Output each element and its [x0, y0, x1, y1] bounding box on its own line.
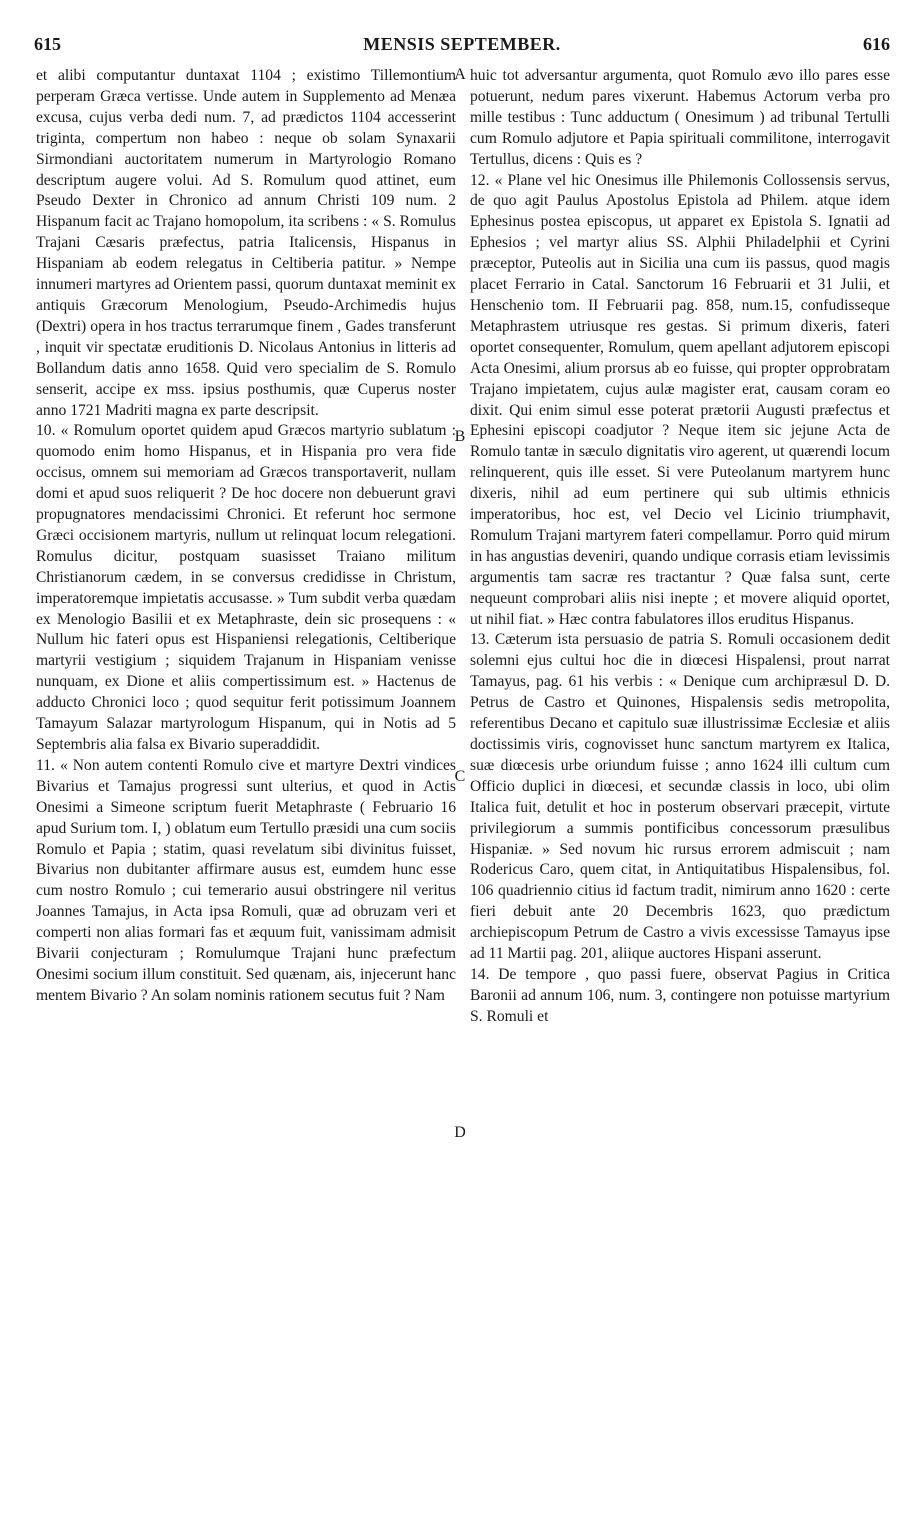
paragraph: huic tot adversantur argumenta, quot Romulo ævo illo pares esse potuerunt, nedum pares vixerunt. Habemus Actorum verba pro mille testibus : Tunc adductum ( Onesimum ) ad tribunal Tertulli cum Romulo adjutore et Papia spirituali commilitone, interrogavit Tertullus, dicens : Quis es ?: [470, 67, 890, 168]
paragraph: et alibi computantur duntaxat 1104 ; existimo Tillemontium perperam Græca vertisse. Unde autem in Supplemento ad Menæa excusa, cujus verba dedi num. 7, ad prædictos 1104 accesserint triginta, compertum non habeo : neque ob solam Synaxarii Sirmondiani auctoritatem numerum in Martyrologio Romano descriptum augere volui. Ad S. Romulum quod attinet, eum Pseudo Dexter in Chronico ad annum Christi 109 num. 2 Hispanum facit ac Trajano homopolum, ita scribens : « S. Romulus Trajani Cæsaris præfectus, patria Italicensis, Hispanus in Hispaniam ab eodem relegatus in Celtiberia patitur. » Nempe innumeri martyres ad Orientem passi, quorum duntaxat meminit ex antiquis Græcorum Menologium, Pseudo-Archimedis hujus (Dextri) opera in hos tractus terrarumque finem , Gades transferunt , inquit vir spectatæ eruditionis D. Nicolaus Antonius in litteris ad Bollandum datis anno 1658. Quid vero specialim de S. Romulo senserit, accipe ex mss. ipsius posthumis, quæ Cuperus noster anno 1721 Madriti magna ex parte descripsit.: [36, 67, 456, 419]
paragraph: 10. « Romulum oportet quidem apud Græcos martyrio sublatum : quomodo enim homo Hispanus, et in Hispania pro vera fide occisus, omnem sui memoriam ad Græcos transportaverit, nullam domi et apud suos reliquerit ? De hoc docere non debuerunt gravi propugnatores mendacissimi Chronici. Et referunt hoc sermone Græci occisionem martyris, nullum ut relinquat locum relegationi. Romulus dicitur, postquam suasisset Traiano militum Christianorum cædem, in se conversus credidisse in Christum, imperatoremque impietatis accusasse. » Tum subdit verba quædam ex Menologio Basilii et ex Metaphraste, dein sic prosequens : « Nullum hic fateri opus est Hispaniensi relegationis, Celtiberique martyrii vestigium ; siquidem Trajanum in Hispaniam venisse nunquam, ex Dione et aliis compertissimum est. » Hactenus de adducto Chronici loco ; quod sequitur ferit potissimum Joannem Tamayum Salazar martyrologum Hispanum, qui in Notis ad 5 Septembris alia falsa ex Bivario superaddidit.: [36, 422, 456, 753]
margin-letter-d: D: [454, 1124, 466, 1141]
page-number-left: 615: [34, 34, 61, 54]
page-number-right: 616: [863, 34, 890, 54]
margin-letter-c: C: [454, 768, 466, 785]
margin-letter-a: A: [454, 66, 466, 83]
paragraph: 11. « Non autem contenti Romulo cive et martyre Dextri vindices Bivarius et Tamajus progressi sunt ulterius, et quod in Actis Onesimi a Simeone scriptum fuerit Metaphraste ( Februario 16 apud Surium tom. I, ) oblatum eum Tertullo præsidi una cum sociis Romulo et Papia ; statim, quasi revelatum sibi divinitus fuisset, Bivarius non dubitanter affirmare ausus est, eumdem hunc esse cum nostro Romulo ; cui temerario ausui obstringere nil veritus Joannes Tamajus, in Acta ipsa Romuli, quæ ad obruzam veri et comperti non alias formari fas et æquum fuit, vanissimam admisit Bivarii conjecturam ; Romulumque Trajani hunc præfectum Onesimi socium illum constituit. Sed quænam, ais, injecerunt hanc mentem Bivario ? An solam nominis rationem secutus fuit ? Nam: [36, 756, 456, 1004]
left-column: [36, 66, 456, 1007]
right-column: [470, 66, 890, 1028]
paragraph: 14. De tempore , quo passi fuere, observat Pagius in Critica Baronii ad annum 106, num. 3, contingere non potuisse martyrium S. Romuli et: [470, 965, 890, 1025]
running-title: MENSIS SEPTEMBER.: [363, 34, 561, 54]
page-header: [34, 34, 890, 58]
margin-letter-b: B: [454, 428, 466, 445]
paragraph: 12. « Plane vel hic Onesimus ille Philemonis Collossensis servus, de quo agit Paulus Apostolus Epistola ad Philem. atque idem Ephesinus postea episcopus, ut apparet ex Epistola S. Ignatii ad Ephesios ; vel martyr alius SS. Alphii Philadelphii et Cyrini præceptor, Puteolis aut in Sicilia una cum iis passus, quod magis placet Ferrario in Catal. Sanctorum 16 Februarii et 31 Julii, et Henschenio tom. II Februarii pag. 858, num.15, confudisseque Metaphrastem utriusque res gestas. Si primum dixeris, fateri oportet consequenter, Romulum, quem apellant adjutorem episcopi Acta Onesimi, alium prorsus ab eo fuisse, qui propter opprobratam Trajano impietatem, cujus aulæ magister erat, causam coram eo dixit. Qui enim simul esse poterat prætorii Augusti præfectus et Ephesini episcopi coadjutor ? Neque item sic jejune Acta de Romulo tantæ in sæculo dignitatis viro agerent, ut quærendi locum relinquerent, quis ille esset. Si vere Puteolanum martyrem hunc dixeris, nihil ad eum pertinere qui sub ultimis ethnicis imperatoribus, hoc est, vel Decio vel Licinio triumphavit, Romulum Trajani martyrem fateri compellamur. Porro quid mirum in has angustias deveniri, quando undique corrasis etiam levissimis argumentis tam sacræ res tractantur ? Quæ falsa sunt, certe nequeunt comprobari aliis nisi inepte ; et movere aliquid oportet, ut nihil fiat. » Hæc contra fabulatores illos eruditus Hispanus.: [470, 171, 890, 628]
paragraph: 13. Cæterum ista persuasio de patria S. Romuli occasionem dedit solemni ejus cultui hoc die in diœcesi Hispalensi, prout narrat Tamayus, pag. 61 his verbis : « Denique cum archipræsul D. D. Petrus de Castro et Quinones, Hispalensis sedis metropolita, referentibus Decano et capitulo suæ illustrissimæ Ecclesiæ et aliis doctissimis viris, cognovisset hunc sanctum martyrem ex Italica, suæ diœcesis urbe oriundum fuisse ; anno 1624 illi cultum cum Officio duplici in diœcesi, et secundæ classis in loco, ubi olim Italica fuit, detulit et hoc in posterum observari præcepit, virtute privilegiorum a summis pontificibus concessorum præsulibus Hispaniæ. » Sed novum hic rursus errorem admiscuit ; nam Rodericus Caro, quem citat, in Antiquitatibus Hispalensibus, fol. 106 quadriennio citius id factum tradit, nimirum anno 1620 : certe fieri debuit ante 20 Decembris 1623, quo prædictum archiepiscopum Petrum de Castro a vivis excessisse Tamayus ipse ad 11 Martii pag. 201, aliique auctores Hispani asserunt.: [470, 631, 890, 963]
